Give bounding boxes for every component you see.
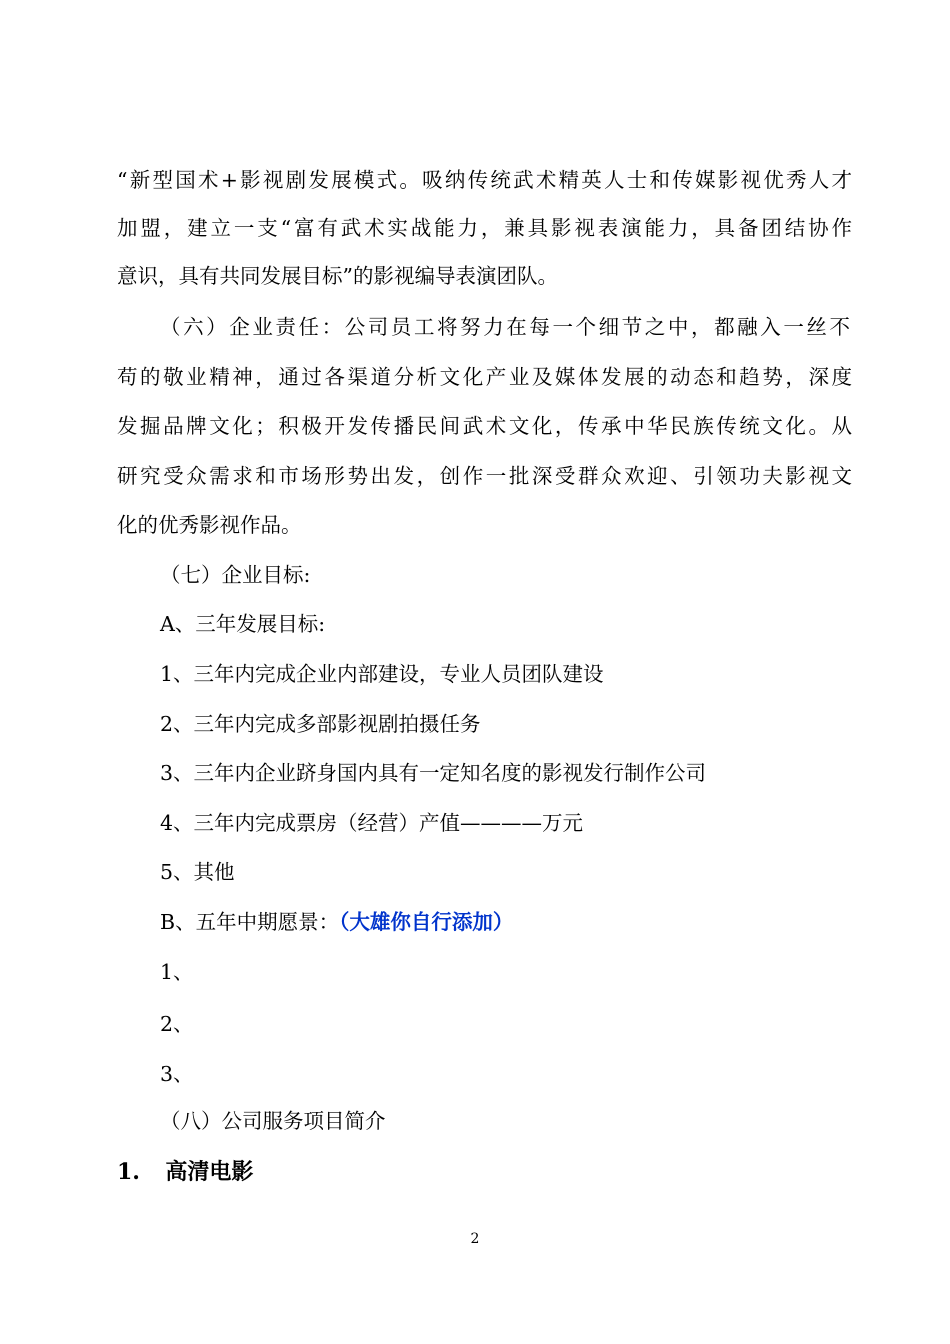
section-heading xyxy=(117,1157,253,1187)
paragraph-line: 加盟，建立一支“富有武术实战能力，兼具影视表演能力，具备团结协作 xyxy=(117,216,852,240)
paragraph-line: “新型国术+影视剧发展模式。吸纳传统武术精英人士和传媒影视优秀人才 xyxy=(117,168,852,192)
paragraph-line: 发掘品牌文化；积极开发传播民间武术文化，传承中华民族传统文化。从 xyxy=(117,414,852,438)
five-year-note: （大雄你自行添加） xyxy=(339,910,514,934)
paragraph-line: 研究受众需求和市场形势出发，创作一批深受群众欢迎、引领功夫影视文 xyxy=(117,464,852,488)
section-number: 1. xyxy=(117,1159,140,1185)
list-item: 4、三年内完成票房（经营）产值————万元 xyxy=(160,811,584,835)
three-year-heading: A、三年发展目标: xyxy=(160,612,326,636)
list-item: 2、三年内完成多部影视剧拍摄任务 xyxy=(160,712,481,736)
section-title: 高清电影 xyxy=(165,1159,254,1185)
page-number: 2 xyxy=(470,1231,480,1247)
paragraph-line: 化的优秀影视作品。 xyxy=(117,513,302,537)
list-item: 5、其他 xyxy=(160,860,235,884)
paragraph-line: （六）企业责任：公司员工将努力在每一个细节之中，都融入一丝不 xyxy=(160,315,850,339)
five-year-heading: B、五年中期愿景： xyxy=(160,910,340,934)
paragraph-line: 苟的敬业精神，通过各渠道分析文化产业及媒体发展的动态和趋势，深度 xyxy=(117,365,852,389)
list-item: 3、 xyxy=(160,1062,194,1086)
five-year-heading-line xyxy=(160,908,850,936)
paragraph-line: 意识，具有共同发展目标”的影视编导表演团队。 xyxy=(117,264,558,288)
services-heading: （八）公司服务项目简介 xyxy=(160,1109,386,1133)
list-item: 1、三年内完成企业内部建设，专业人员团队建设 xyxy=(160,662,604,686)
goals-heading: （七）企业目标: xyxy=(160,563,311,587)
list-item: 2、 xyxy=(160,1012,194,1036)
list-item: 3、三年内企业跻身国内具有一定知名度的影视发行制作公司 xyxy=(160,761,707,785)
list-item: 1、 xyxy=(160,960,194,984)
